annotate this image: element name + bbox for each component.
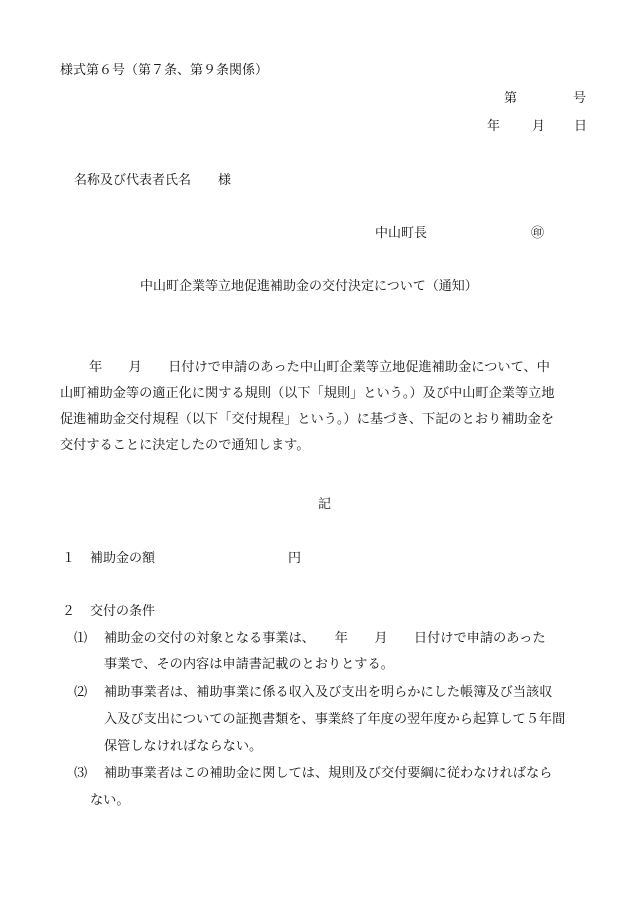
ki-heading: 記 — [318, 497, 332, 512]
section1-number: １ — [62, 551, 76, 566]
issuer-name: 中山町長 — [375, 226, 428, 241]
condition-1-line: 補助金の交付の対象となる事業は、 年 月 日付けで申請のあった — [104, 631, 546, 646]
date-day: 日 — [574, 119, 588, 134]
addressee-honorific: 様 — [218, 173, 232, 188]
condition-2-line: 保管しなければならない。 — [104, 739, 263, 754]
condition-3-line: 補助事業者はこの補助金に関しては、規則及び交付要綱に従わなければなら — [104, 766, 553, 781]
addressee-name: 名称及び代表者氏名 — [74, 173, 192, 188]
doc-number-prefix: 第 — [504, 91, 518, 106]
section2-label: 交付の条件 — [90, 604, 156, 619]
condition-3-number: ⑶ — [74, 766, 88, 781]
section1-unit: 円 — [288, 551, 302, 566]
doc-number-suffix: 号 — [573, 91, 587, 106]
date-year: 年 — [487, 119, 501, 134]
body-line: 年 月 日付けで申請のあった中山町企業等立地促進補助金について、中 — [89, 360, 550, 375]
document-title: 中山町企業等立地促進補助金の交付決定について（通知） — [140, 279, 478, 294]
body-paragraph — [60, 355, 595, 459]
issuer-seal: ㊞ — [531, 226, 545, 241]
condition-3-line: ない。 — [90, 793, 130, 808]
condition-1-line: 事業で、その内容は申請書記載のとおりとする。 — [104, 657, 394, 672]
body-line: 促進補助金交付規程（以下「交付規程」という。）に基づき、下記のとおり補助金を — [60, 412, 554, 427]
section1-label: 補助金の額 — [90, 551, 156, 566]
condition-1-number: ⑴ — [74, 631, 88, 646]
date-month: 月 — [532, 119, 546, 134]
condition-2-line: 入及び支出についての証拠書類を、事業終了年度の翌年度から起算して５年間 — [104, 712, 566, 727]
body-line: 交付することに決定したので通知します。 — [60, 438, 310, 453]
form-label: 様式第６号（第７条、第９条関係） — [60, 63, 269, 78]
body-line: 山町補助金等の適正化に関する規則（以下「規則」という。）及び中山町企業等立地 — [60, 386, 555, 401]
condition-2-line: 補助事業者は、補助事業に係る収入及び支出を明らかにした帳簿及び当該収 — [104, 685, 553, 700]
section2-number: ２ — [62, 604, 76, 619]
condition-2-number: ⑵ — [74, 685, 88, 700]
